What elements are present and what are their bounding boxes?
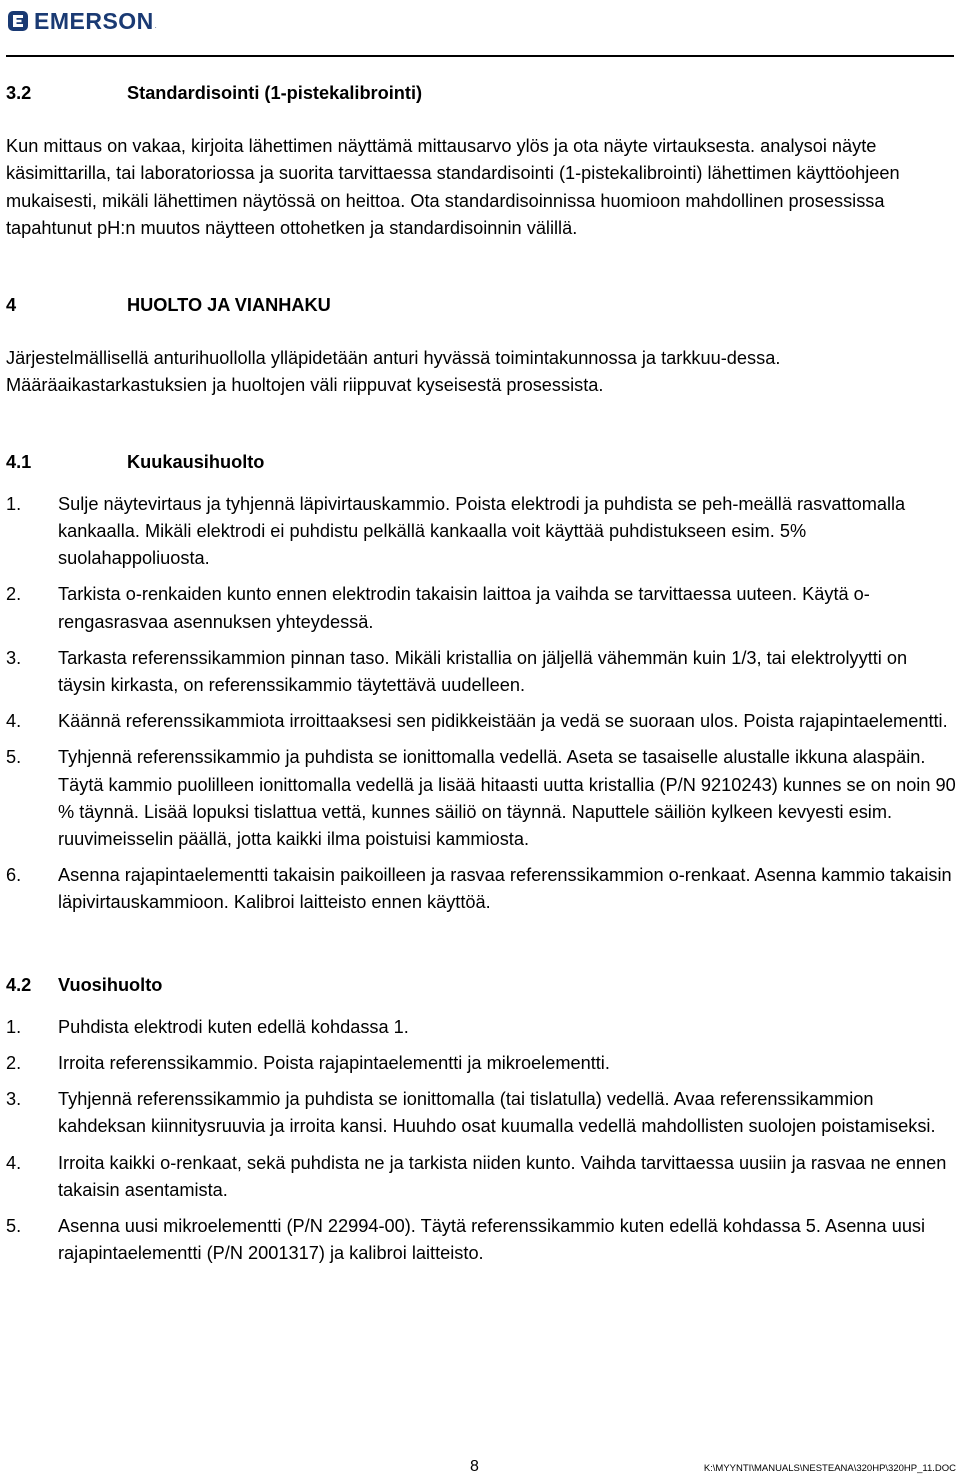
document-body (6, 80, 956, 1277)
list-item-text: Irroita referenssikammio. Poista rajapintaelementti ja mikroelementti. (58, 1053, 610, 1074)
yearly-maintenance-list (6, 1014, 956, 1268)
list-item (6, 1014, 956, 1041)
emerson-logo (6, 6, 157, 36)
heading-number: 4.1 (6, 451, 32, 472)
paragraph-3-2: Kun mittaus on vakaa, kirjoita lähettimen näyttämä mittausarvo ylös ja ota näyte virtauksesta. analysoi näyte käsimittarilla, tai laboratoriossa ja suorita tarvittaessa standardisointi (1-pistekalibrointi) lähettimen käyttöohjeen mukaisesti, mikäli lähettimen näytössä on heittoa. Ota standardisoinnissa huomioon mahdollinen prosessissa tapahtunut pH:n muutos näytteen ottohetken ja standardisoinnin välillä. (6, 136, 900, 238)
list-item (6, 1050, 956, 1077)
heading-title: HUOLTO JA VIANHAKU (127, 295, 331, 316)
list-item-number: 3. (6, 1089, 22, 1110)
list-item-text: Tyhjennä referenssikammio ja puhdista se ionittomalla vedellä. Aseta se tasaiselle alustalle ikkuna alaspäin. Täytä kammio puolilleen ionittomalla vedellä ja lisää hitaasti uutta kristallia (P/N 9210243) kunnes se on noin 90 % täynnä. Lisää lopuksi tislattua vettä, kunnes säiliö on täynnä. Naputtele säiliön kylkeen kevyesti esim. ruuvimeisselin päällä, jotta kaikki ilma poistuisi kammiosta. (58, 747, 956, 850)
list-item-text: Asenna uusi mikroelementti (P/N 22994-00). Täytä referenssikammio kuten edellä kohdassa 5. Asenna uusi rajapintaelementti (P/N 2001317) ja kalibroi laitteisto. (58, 1216, 926, 1264)
list-item-text: Asenna rajapintaelementti takaisin paikoilleen ja rasvaa referenssikammion o-renkaat. Asenna kammio takaisin läpivirtauskammioon. Kalibroi laitteisto ennen käyttöä. (58, 865, 952, 913)
heading-number: 3.2 (6, 83, 32, 103)
heading-4 (6, 292, 956, 319)
list-item-number: 5. (6, 1216, 22, 1237)
list-item-number: 1. (6, 493, 22, 514)
list-item-text: Tarkasta referenssikammion pinnan taso. Mikäli kristallia on jäljellä vähemmän kuin 1/3, tai elektrolyytti on täysin kirkasta, on referenssikammio täytettävä uudelleen. (58, 647, 908, 696)
list-item (6, 862, 956, 916)
list-item-text: Irroita kaikki o-renkaat, sekä puhdista ne ja tarkista niiden kunto. Vaihda tarvittaessa uusiin ja rasvaa ne ennen takaisin asentamista. (58, 1152, 947, 1200)
list-item-text: Puhdista elektrodi kuten edellä kohdassa 1. (58, 1016, 409, 1037)
list-item (6, 645, 956, 699)
list-item-text: Tyhjennä referenssikammio ja puhdista se ionittomalla (tai tislatulla) vedellä. Avaa referenssikammion kahdeksan kiinnitysruuvia ja irroita kansi. Huuhdo osat kuumalla vedellä mahdollisten suolojen poistamiseksi. (58, 1089, 936, 1137)
header-rule (6, 55, 954, 57)
page-number: 8 (470, 1458, 479, 1475)
list-item (6, 744, 956, 853)
paragraph-4: Järjestelmällisellä anturihuollolla ylläpidetään anturi hyvässä toimintakunnossa ja tarkkuu-dessa. Määräaikastarkastuksien ja huoltojen väli riippuvat kyseisestä prosessista. (6, 348, 781, 396)
heading-3-2 (6, 80, 956, 107)
heading-4-1 (6, 449, 956, 476)
heading-title: Kuukausihuolto (127, 451, 265, 472)
list-item (6, 1086, 956, 1140)
list-item-number: 4. (6, 1152, 22, 1173)
emerson-logo-icon (6, 9, 30, 33)
list-item-text: Sulje näytevirtaus ja tyhjennä läpivirtauskammio. Poista elektrodi ja puhdista se peh-meällä rasvattomalla kankaalla. Mikäli elektrodi ei puhdistu pelkällä kankaalla voit käyttää puhdistukseen esim. 5% suolahappoliuosta. (58, 493, 906, 569)
list-item-number: 5. (6, 747, 22, 768)
list-item-number: 4. (6, 711, 22, 732)
file-path: K:\MYYNTI\MANUALS\NESTEANA\320HP\320HP_11.DOC (703, 1463, 956, 1474)
list-item-number: 2. (6, 1053, 22, 1074)
list-item-number: 2. (6, 584, 22, 605)
list-item-text: Käännä referenssikammiota irroittaaksesi sen pidikkeistään ja vedä se suoraan ulos. Poista rajapintaelementti. (58, 711, 948, 732)
heading-title: Vuosihuolto (58, 974, 163, 995)
list-item (6, 491, 956, 573)
logo-wordmark: EMERSON (34, 7, 154, 34)
list-item-number: 3. (6, 647, 22, 668)
heading-4-2 (6, 972, 956, 999)
list-item (6, 1213, 956, 1267)
heading-number: 4.2 (6, 974, 32, 995)
list-item-number: 6. (6, 865, 22, 886)
list-item (6, 1150, 956, 1204)
monthly-maintenance-list (6, 491, 956, 917)
heading-number: 4 (6, 295, 17, 316)
heading-title: Standardisointi (1-pistekalibrointi) (127, 83, 423, 103)
list-item (6, 708, 956, 735)
list-item (6, 581, 956, 635)
list-item-text: Tarkista o-renkaiden kunto ennen elektrodin takaisin laittoa ja vaihda se tarvittaessa uuteen. Käytä o-rengasrasvaa asennuksen yhteydessä. (58, 584, 870, 632)
logo-suffix: . (154, 23, 157, 30)
list-item-number: 1. (6, 1016, 22, 1037)
